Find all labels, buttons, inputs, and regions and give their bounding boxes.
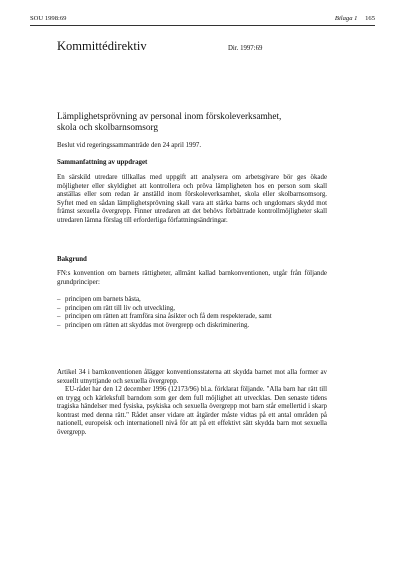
list-item: – principen om rätt till liv och utveckling, xyxy=(57,305,327,314)
list-item: – principen om rätten att skyddas mot övergrepp och diskriminering. xyxy=(57,322,327,331)
principles-list xyxy=(57,296,327,330)
decision-note: Beslut vid regeringssammanträde den 24 april 1997. xyxy=(57,142,202,149)
page-title: Kommittédirektiv xyxy=(57,39,147,53)
summary-paragraph: En särskild utredare tillkallas med uppgift att analysera om arbetsgivare bör ges ökade möjligheter eller skyldighet att kontrollera och pröva lämpligheten hos en person som skall anställas eller som redan är anställd inom förskoleverksamhet, skola eller skolbarnsomsorg. Syftet med en sådan lämplighetsprövning skall vara att stärka barns och ungdomars skydd mot främst sexuella övergrepp. Finner utredaren att det behövs förbättrade kontrollmöjligheter skall utredaren lämna förslag till erforderliga författningsändringar. xyxy=(57,174,327,224)
background-heading: Bakgrund xyxy=(57,256,87,263)
directive-number: Dir. 1997:69 xyxy=(228,45,263,52)
background-intro: FN:s konvention om barnets rättigheter, allmänt kallad barnkonventionen, utgår från följande grundprinciper: xyxy=(57,270,327,286)
article-paragraph: Artikel 34 i barnkonventionen ålägger konventionsstaterna att skydda barnet mot alla former av sexuellt utnyttjande och sexuella övergrepp. xyxy=(57,369,327,385)
document-title: Lämplighetsprövning av personal inom förskoleverksamhet, skola och skolbarnsomsorg xyxy=(57,112,282,133)
appendix-label: Bilaga 1 xyxy=(334,15,358,22)
list-item: – principen om rätten att framföra sina åsikter och få dem respekterade, samt xyxy=(57,313,327,322)
header-rule xyxy=(30,25,375,26)
page-number: 165 xyxy=(365,15,375,22)
running-header-right xyxy=(335,15,375,22)
list-item: – principen om barnets bästa, xyxy=(57,296,327,305)
running-header-left: SOU 1998:69 xyxy=(30,15,67,22)
eu-paragraph: EU-rådet har den 12 december 1996 (12173/96) bl.a. förklarat följande. "Alla barn har rätt till en trygg och kärleksfull barndom som ger dem full möjlighet att utvecklas. Den senaste tidens tragiska händelser med fysiska, psykiska och sexuella övergrepp mot barn står emellertid i skarp kontrast med denna rätt." Rådet anser vidare att åtgärder måste vidtas på ett antal områden på nationell, europeisk och internationell nivå för att på ett effektivt sätt skydda barn mot sexuella övergrepp. xyxy=(57,386,327,436)
summary-heading: Sammanfattning av uppdraget xyxy=(57,159,148,166)
